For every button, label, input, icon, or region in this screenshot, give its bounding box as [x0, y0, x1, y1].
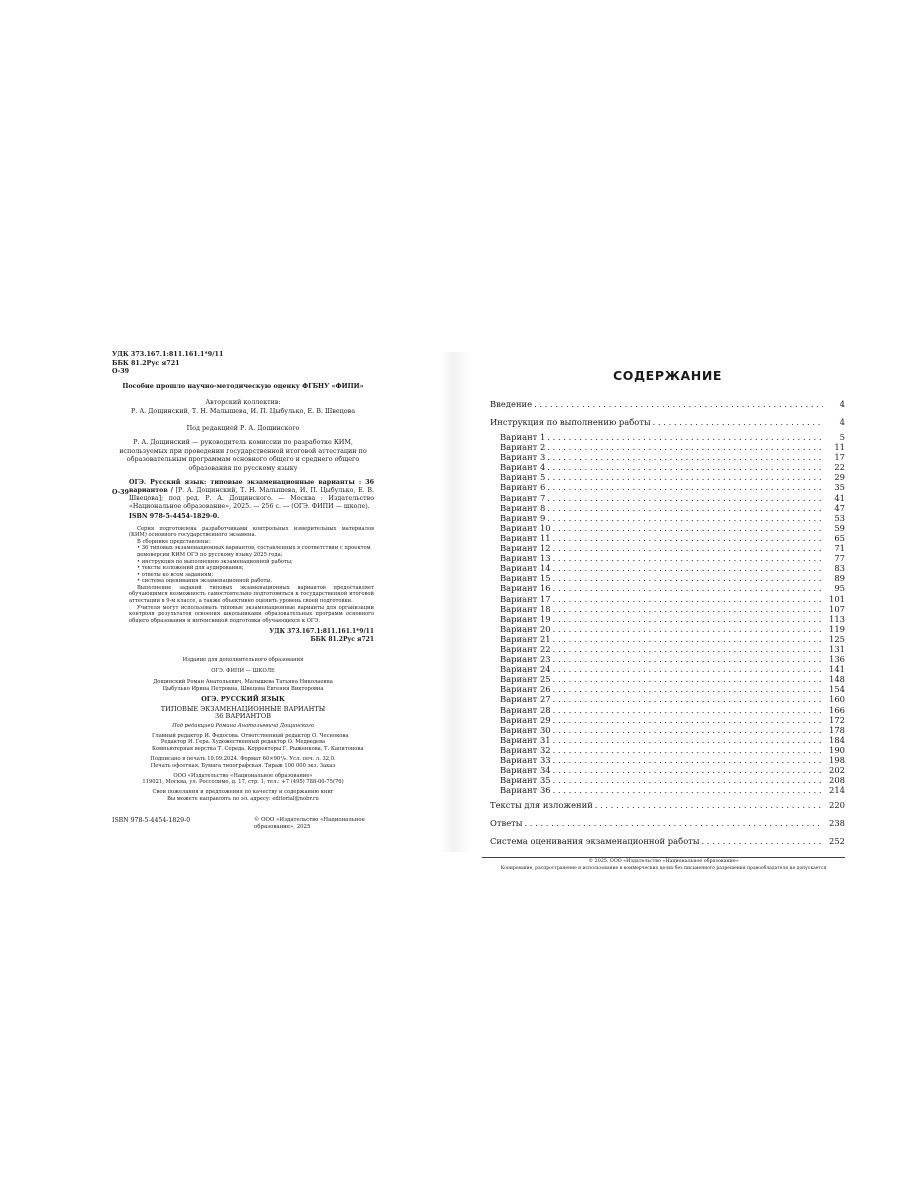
edition-note: Издание для дополнительного образования — [182, 657, 304, 664]
list-item[interactable] — [490, 817, 845, 830]
toc-label: Вариант 24 — [500, 664, 551, 675]
dot-leader — [553, 735, 823, 745]
list-item[interactable] — [500, 725, 845, 735]
list-item: • тексты изложений для аудирования; — [137, 565, 374, 572]
authors-list: Р. А. Дощинский, Т. Н. Малышева, И. П. Цыбулько, Е. В. Швецова — [130, 406, 356, 415]
toc-page-number: 29 — [834, 472, 845, 483]
bbk-code: ББК 81.2Рус я721 — [112, 358, 180, 367]
list-item[interactable] — [500, 604, 845, 614]
list-item[interactable] — [500, 694, 845, 704]
list-item[interactable] — [500, 533, 845, 543]
dot-leader — [553, 745, 823, 755]
dot-leader — [553, 765, 823, 775]
list-item[interactable] — [500, 715, 845, 725]
dot-leader — [524, 817, 823, 830]
list-item[interactable] — [490, 799, 845, 812]
annotation-text: [Р. А. Дощинский, Т. Н. Малышева, И. П. Цыбулько, Е. В. Швецова]; под ред. Р. А. Дощинского. — Москва : Издательство «Национальное образование», 2025. — 256 с. — (ОГЭ. ФИПИ — школе). — [129, 486, 375, 510]
toc-label: Вариант 22 — [500, 643, 551, 654]
list-item[interactable] — [500, 684, 845, 694]
list-item[interactable] — [490, 835, 845, 848]
dot-leader — [547, 462, 823, 472]
toc-page-number: 59 — [834, 522, 845, 533]
udk-repeat — [112, 628, 374, 643]
list-item[interactable] — [500, 624, 845, 634]
toc-label: Вариант 23 — [500, 654, 551, 665]
list-item[interactable] — [500, 472, 845, 482]
toc-label: Вариант 4 — [500, 462, 546, 473]
toc-label: Вариант 30 — [500, 724, 551, 735]
dot-leader — [547, 452, 823, 462]
list-item: • ответы ко всем заданиям; — [137, 572, 374, 579]
authors-full-1: Дощинский Роман Анатольевич, Малышева Татьяна Николаевна — [153, 678, 333, 685]
list-item[interactable] — [500, 493, 845, 503]
dot-leader — [595, 799, 823, 812]
dot-leader — [553, 785, 823, 795]
list-item[interactable] — [500, 785, 845, 795]
toc-label: Вариант 9 — [500, 512, 546, 523]
page-title: СОДЕРЖАНИЕ — [612, 368, 723, 383]
toc-label: Вариант 36 — [500, 785, 551, 796]
list-item[interactable] — [500, 614, 845, 624]
toc-label: Вариант 7 — [500, 492, 546, 503]
toc-label: Вариант 32 — [500, 744, 551, 755]
bbk-code-repeat: ББК 81.2Рус я721 — [310, 635, 374, 643]
toc-page-number: 95 — [834, 583, 845, 594]
toc-label: Вариант 5 — [500, 472, 546, 483]
copyright-line: © 2025. ООО «Издательство «Национальное образование» — [588, 859, 739, 865]
imprint-page — [112, 350, 374, 850]
list-item[interactable] — [500, 482, 845, 492]
toc-page-number: 141 — [829, 664, 845, 675]
dot-leader — [553, 755, 823, 765]
toc-page-number: 198 — [829, 755, 845, 765]
series-text: Серия подготовлена разработчиками контрольных измерительных материалов (КИМ) основного государственного экзамена. — [129, 525, 374, 539]
staff-1: Главный редактор И. Федосова. Ответственный редактор О. Чеснокова — [152, 732, 349, 739]
table-of-contents — [490, 398, 845, 848]
toc-page-number: 202 — [829, 765, 845, 776]
toc-label: Вариант 8 — [500, 502, 546, 513]
dot-leader — [553, 563, 823, 573]
toc-page-number: 172 — [829, 714, 845, 725]
annotation-title: ОГЭ. Русский язык: типовые экзаменационные варианты : 36 вариантов / — [129, 478, 374, 494]
toc-page-number: 5 — [839, 432, 845, 442]
annotation-details — [129, 526, 374, 625]
toc-label: Вариант 27 — [500, 694, 551, 705]
feedback-line-2: Вы можете направлять по эл. адресу: editorial@nobr.ru — [167, 796, 319, 802]
page-gutter-shadow — [440, 352, 470, 852]
copyright-notice: Копирование, распространение и использование в коммерческих целях без письменного разрешения правообладателя не допускается — [500, 866, 827, 872]
udk-code-repeat: УДК 373.167.1:811.161.1*9/11 — [269, 628, 374, 636]
left-footer — [112, 817, 374, 831]
toc-label: Вариант 14 — [500, 563, 551, 574]
dot-leader — [553, 715, 823, 725]
list-item[interactable] — [500, 765, 845, 775]
dot-leader — [553, 553, 823, 563]
book-title: ОГЭ. РУССКИЙ ЯЗЫК — [201, 695, 285, 704]
dot-leader — [547, 432, 823, 442]
toc-label: Ответы — [490, 818, 523, 829]
toc-page-number: 4 — [839, 399, 845, 409]
toc-page-number: 220 — [829, 800, 845, 811]
dot-leader — [547, 472, 823, 482]
dot-leader — [553, 614, 823, 624]
list-item[interactable] — [500, 583, 845, 593]
dot-leader — [553, 573, 823, 583]
toc-label: Вариант 31 — [500, 734, 551, 745]
toc-page-number: 17 — [834, 452, 845, 463]
toc-label: Вариант 21 — [500, 633, 551, 644]
copyright-bottom: © ООО «Издательство «Национальное образование», 2025 — [254, 816, 365, 830]
list-item[interactable] — [500, 543, 845, 553]
toc-label: Вариант 3 — [500, 452, 546, 463]
list-item: • инструкция по выполнению экзаменационной работы; — [137, 559, 374, 566]
dot-leader — [553, 594, 823, 604]
dot-leader — [553, 604, 823, 614]
toc-page-number: 238 — [829, 818, 845, 829]
list-item[interactable] — [500, 553, 845, 563]
list-item[interactable] — [500, 513, 845, 523]
toc-page-number: 125 — [829, 633, 845, 644]
toc-page-number: 190 — [829, 744, 845, 755]
editor-note: Р. А. Дощинский — руководитель комиссии по разработке КИМ, используемых при проведении государственной итоговой аттестации по образовательным программам основного общего и среднего общего образования по русскому языку — [119, 438, 367, 472]
list-item[interactable] — [500, 432, 845, 442]
dot-leader — [553, 684, 823, 694]
dot-leader — [553, 634, 823, 644]
staff-3: Компьютерная верстка Т. Середа. Корректоры Г. Рыженкова, Т. Капитонова — [152, 746, 364, 753]
toc-label: Вариант 35 — [500, 775, 551, 786]
publisher-address: 119021, Москва, ул. Россолимо, д. 17, стр. 1, тел.: +7 (495) 788-00-75(76) — [142, 779, 344, 786]
toc-page-number: 41 — [834, 492, 845, 503]
list-item: • 36 типовых экзаменационных вариантов, составленных в соответствии с проектом демоверсии КИМ ОГЭ по русскому языку 2025 года; — [137, 545, 374, 558]
dot-leader — [547, 482, 823, 492]
toc-page-number: 53 — [834, 512, 845, 523]
toc-label: Вариант 1 — [500, 432, 546, 442]
toc-page-number: 83 — [834, 563, 845, 574]
dot-leader — [547, 513, 823, 523]
dot-leader — [553, 583, 823, 593]
dot-leader — [553, 674, 823, 684]
purpose-paragraph: Выполнение заданий типовых экзаменационных вариантов предоставляет обучающимся возможность самостоятельно подготовиться к государственной итоговой аттестации в 9-м классе, а также объективно оценить уровень своей подготовки. — [129, 584, 374, 605]
list-item[interactable] — [500, 523, 845, 533]
dot-leader — [547, 503, 823, 513]
list-item[interactable] — [490, 416, 845, 429]
list-item[interactable] — [500, 573, 845, 583]
toc-page-number: 47 — [834, 502, 845, 513]
print-info-1: Подписано в печать 19.09.2024. Формат 60×90¹/₈. Усл. печ. л. 32,0. — [150, 756, 336, 763]
contents-list — [129, 545, 374, 585]
toc-page-number: 166 — [829, 704, 845, 715]
toc-label: Вариант 29 — [500, 714, 551, 725]
toc-label: Инструкция по выполнению работы — [490, 417, 651, 427]
toc-page-number: 77 — [834, 553, 845, 564]
toc-page-number: 136 — [829, 654, 845, 665]
contents-intro: В сборнике представлены: — [137, 538, 211, 545]
list-item[interactable] — [500, 462, 845, 472]
publisher-name: ООО «Издательство «Национальное образование» — [173, 772, 313, 779]
authors-full-2: Цыбулько Ирина Петровна, Швецова Евгения Викторовна — [162, 685, 324, 692]
list-item[interactable] — [500, 644, 845, 654]
list-item[interactable] — [500, 452, 845, 462]
isbn-bottom: ISBN 978-5-4454-1829-0 — [112, 816, 191, 824]
list-item: • система оценивания экзаменационной работы. — [137, 578, 374, 585]
dot-leader — [553, 523, 823, 533]
list-item[interactable] — [500, 664, 845, 674]
udk-code: УДК 373.167.1:811.161.1*9/11 — [112, 350, 224, 358]
list-item[interactable] — [500, 634, 845, 644]
toc-page-number: 35 — [834, 482, 845, 493]
list-item[interactable] — [500, 674, 845, 684]
toc-page-number: 148 — [829, 674, 845, 685]
editor-line: Под редакцией Р. А. Дощинского — [186, 423, 300, 432]
staff-2: Редактор И. Гера. Художественный редактор О. Медведева — [160, 739, 326, 746]
dot-leader — [702, 835, 823, 848]
dot-leader — [553, 705, 823, 715]
list-item[interactable] — [500, 503, 845, 513]
list-item[interactable] — [500, 442, 845, 452]
toc-page-number: 131 — [829, 643, 845, 654]
toc-label: Вариант 10 — [500, 522, 551, 533]
list-item[interactable] — [500, 705, 845, 715]
toc-page-number: 113 — [829, 613, 845, 624]
toc-label: Вариант 2 — [500, 442, 546, 453]
annotation — [112, 479, 374, 521]
toc-page-number: 11 — [834, 442, 845, 453]
dot-leader — [553, 533, 823, 543]
toc-label: Вариант 13 — [500, 553, 551, 564]
toc-page-number: 89 — [834, 573, 845, 584]
toc-label: Вариант 12 — [500, 543, 551, 554]
toc-label: Система оценивания экзаменационной работы — [490, 836, 700, 847]
toc-label: Вариант 25 — [500, 674, 551, 685]
dot-leader — [553, 725, 823, 735]
toc-label: Вариант 26 — [500, 684, 551, 695]
variants-list — [500, 432, 845, 795]
list-item[interactable] — [500, 735, 845, 745]
list-item[interactable] — [500, 563, 845, 573]
edited-by: Под редакцией Романа Анатольевича Дощинского — [172, 722, 314, 729]
print-info-2: Печать офсетная. Бумага типографская. Тираж 100 000 экз. Заказ — [150, 762, 336, 769]
dot-leader — [553, 644, 823, 654]
dot-leader — [553, 543, 823, 553]
dot-leader — [534, 398, 823, 411]
imprint-block — [112, 657, 374, 803]
isbn-line: ISBN 978-5-4454-1829-0. — [129, 512, 220, 520]
toc-page-number: 107 — [829, 603, 845, 614]
toc-label: Вариант 33 — [500, 755, 551, 765]
toc-page-number: 252 — [829, 836, 845, 847]
toc-page-number: 22 — [834, 462, 845, 473]
toc-label: Вариант 28 — [500, 704, 551, 715]
author-mark: О-39 — [112, 367, 130, 376]
list-item[interactable] — [500, 594, 845, 604]
toc-page-number: 184 — [829, 734, 845, 745]
toc-page-number: 208 — [829, 775, 845, 786]
series-name: ОГЭ. ФИПИ — ШКОЛЕ — [211, 668, 275, 675]
approval-note: Пособие прошло научно-методическую оценку ФГБНУ «ФИПИ» — [122, 381, 364, 390]
toc-label: Вариант 11 — [500, 532, 551, 543]
teachers-paragraph: Учителя могут использовать типовые экзаменационные варианты для организации контроля результатов освоения школьниками образовательных программ основного общего образования и интенсивной подготовки обучающихся к ОГЭ. — [129, 604, 374, 624]
dot-leader — [553, 664, 823, 674]
toc-page-number: 178 — [829, 724, 845, 735]
contents-page — [490, 350, 845, 872]
toc-page-number: 160 — [829, 694, 845, 705]
dot-leader — [547, 493, 823, 503]
toc-label: Введение — [490, 399, 533, 409]
toc-page-number: 101 — [829, 593, 845, 604]
dot-leader — [553, 775, 823, 785]
toc-label: Вариант 18 — [500, 603, 551, 614]
toc-label: Вариант 16 — [500, 583, 551, 594]
toc-page-number: 154 — [829, 684, 845, 695]
toc-label: Тексты для изложений — [490, 800, 593, 811]
annotation-body — [129, 479, 374, 521]
toc-page-number: 65 — [834, 532, 845, 543]
feedback-line-1: Свои пожелания и предложения по качеству и содержанию книг — [152, 789, 334, 796]
toc-page-number: 214 — [829, 785, 845, 796]
dot-leader — [553, 694, 823, 704]
toc-label: Вариант 19 — [500, 613, 551, 624]
toc-label: Вариант 20 — [500, 623, 551, 634]
list-item[interactable] — [500, 745, 845, 755]
list-item[interactable] — [500, 654, 845, 664]
list-item[interactable] — [490, 398, 845, 411]
book-subtitle-2: 36 ВАРИАНТОВ — [215, 712, 271, 721]
book-subtitle-1: ТИПОВЫЕ ЭКЗАМЕНАЦИОННЫЕ ВАРИАНТЫ — [160, 705, 326, 714]
dot-leader — [653, 416, 823, 429]
toc-label: Вариант 15 — [500, 573, 551, 584]
annotation-code: О-39 — [112, 488, 129, 496]
authors-heading: Авторский коллектив: — [205, 398, 281, 407]
toc-page-number: 4 — [839, 417, 845, 427]
dot-leader — [553, 624, 823, 634]
toc-label: Вариант 34 — [500, 765, 551, 776]
toc-label: Вариант 17 — [500, 593, 551, 604]
dot-leader — [547, 442, 823, 452]
dot-leader — [553, 654, 823, 664]
toc-page-number: 71 — [834, 543, 845, 554]
toc-label: Вариант 6 — [500, 482, 546, 493]
toc-page-number: 119 — [829, 623, 845, 634]
list-item[interactable] — [500, 755, 845, 765]
list-item[interactable] — [500, 775, 845, 785]
